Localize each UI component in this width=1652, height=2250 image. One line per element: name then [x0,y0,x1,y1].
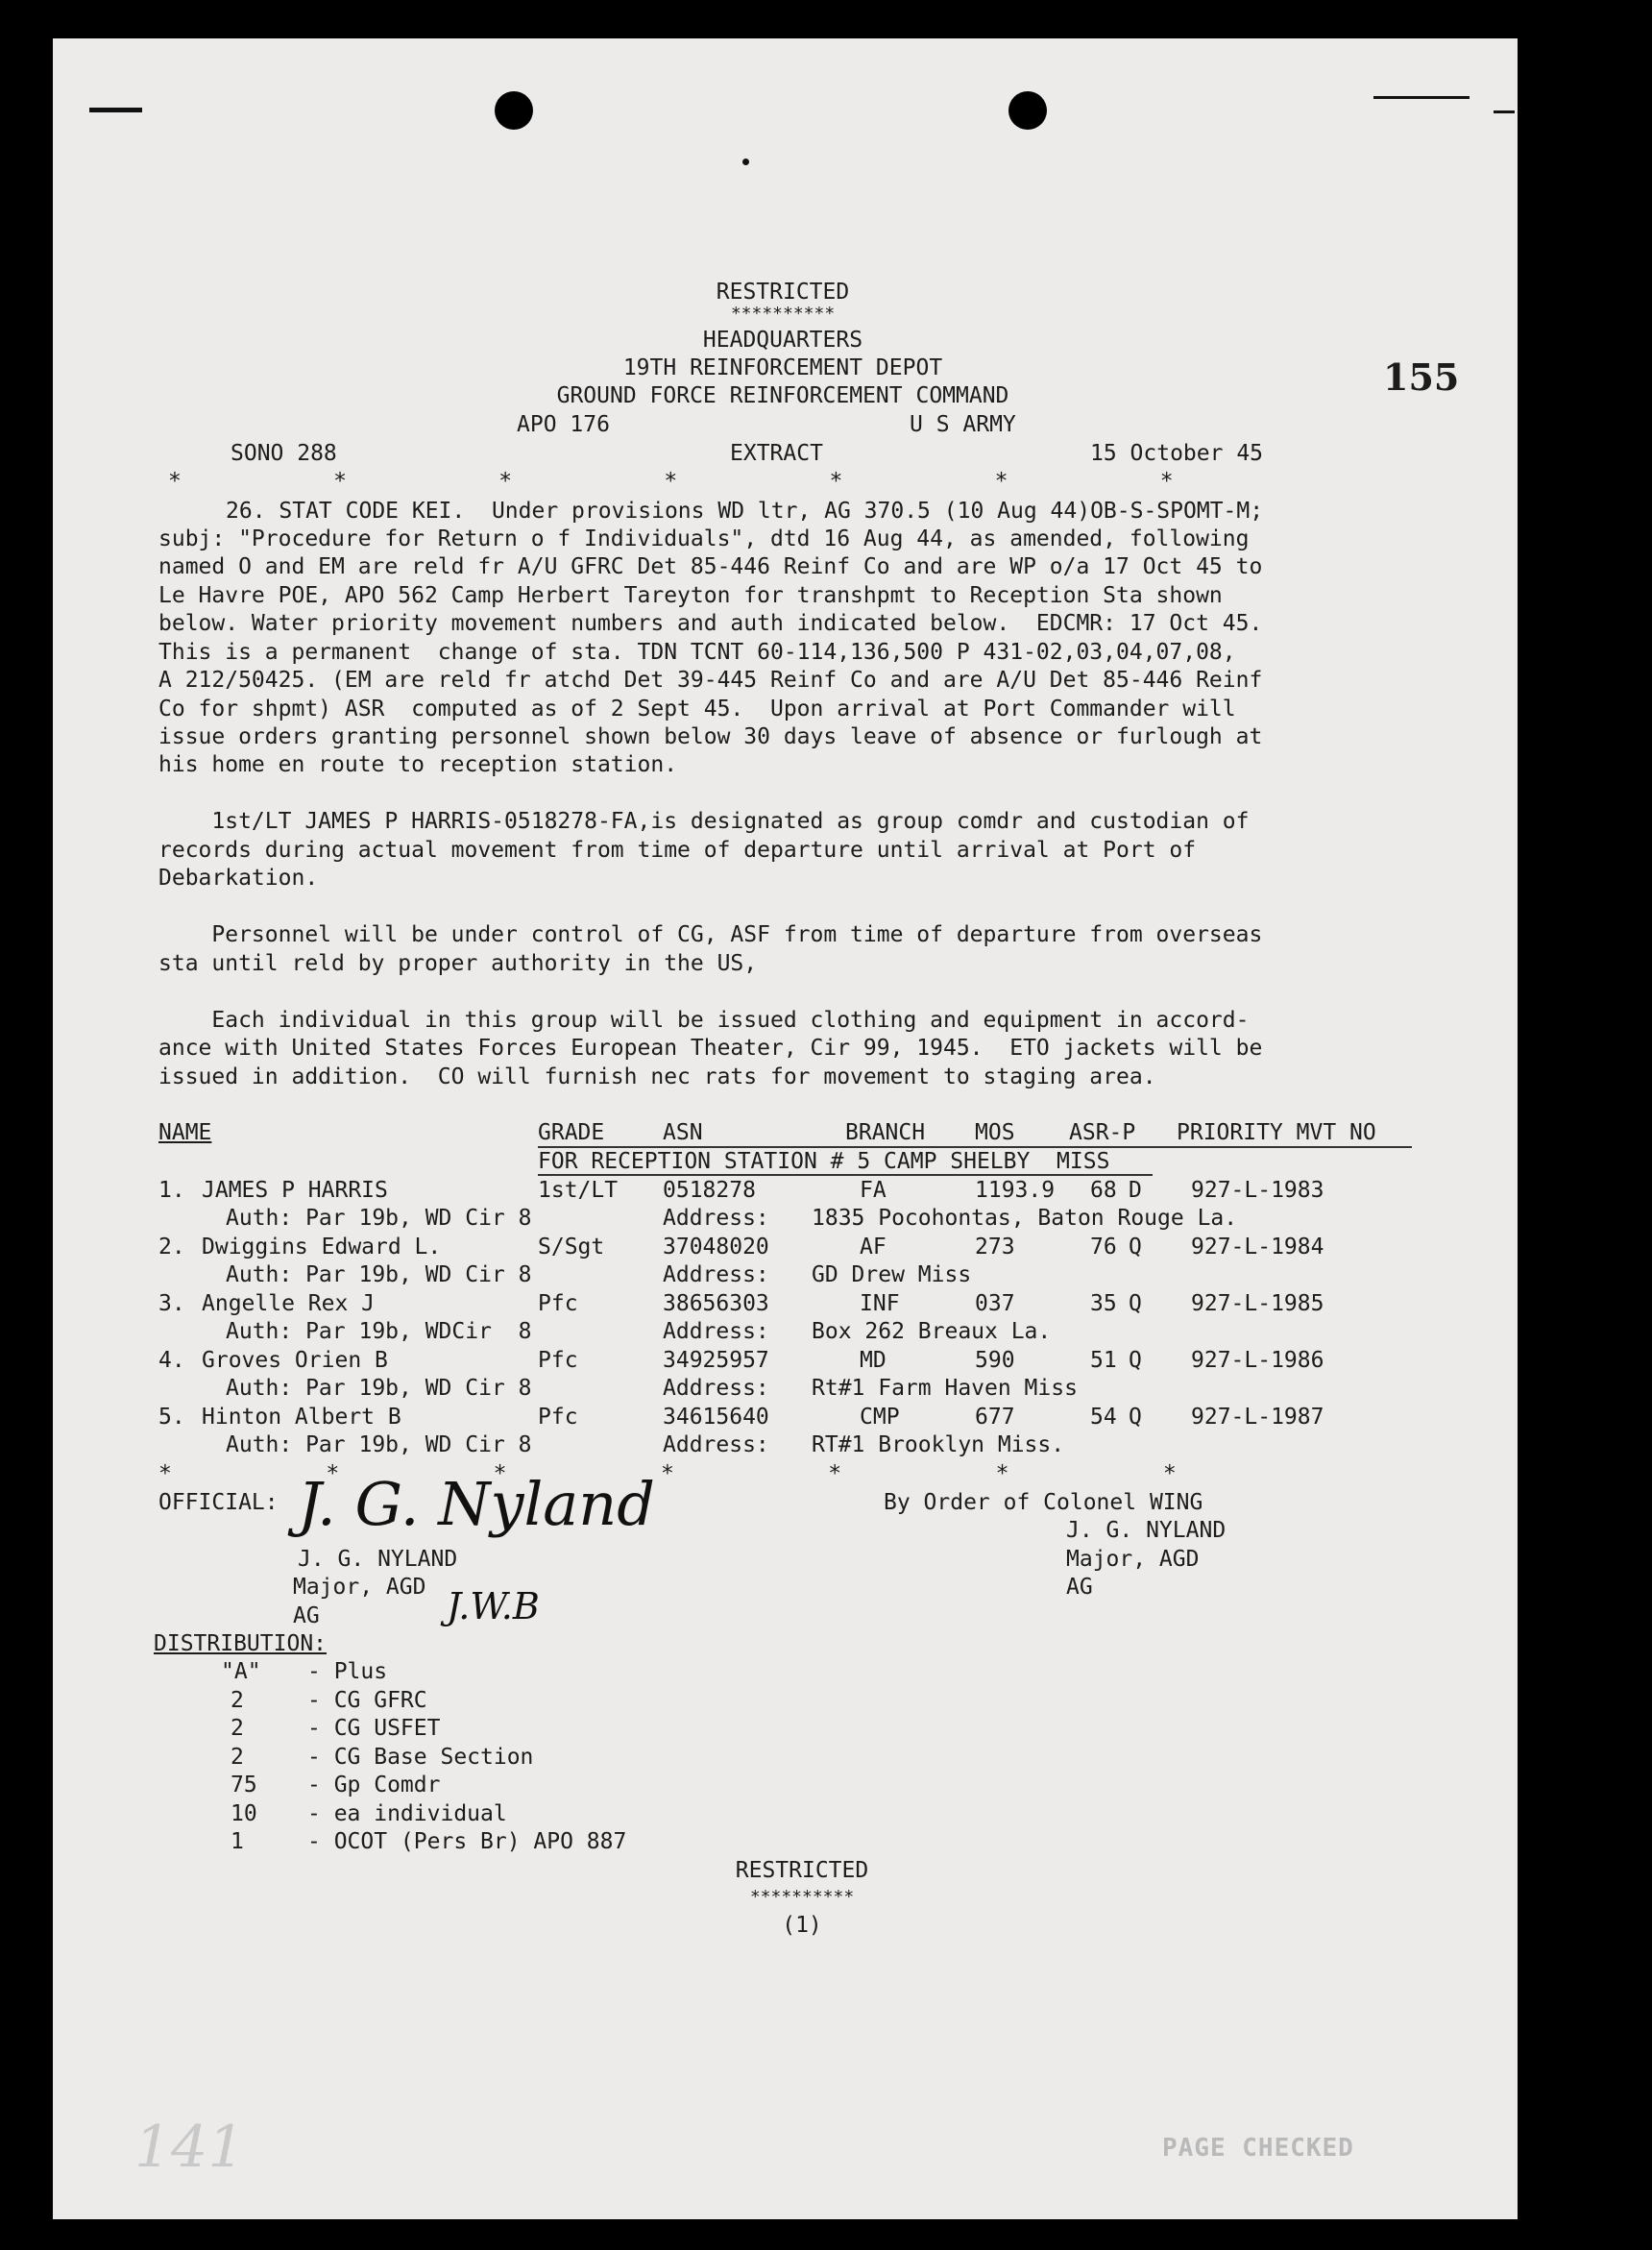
row-number: 4. [158,1348,185,1373]
p1-line: This is a permanent change of sta. TDN TCNT 60-114,136,500 P 431-02,03,04,07,08, [158,640,1236,665]
row-auth: Auth: Par 19b, WD Cir 8 [226,1206,532,1231]
row-address-label: Address: [663,1319,769,1344]
scan-mark-right-edge [1494,110,1515,113]
row-asr: 35 [1090,1291,1117,1316]
row-address: 1835 Pocohontas, Baton Rouge La. [812,1206,1238,1231]
row-address: GD Drew Miss [812,1262,972,1287]
row-mvt-no: 927-L-1984 [1191,1235,1324,1260]
row-asn: 34615640 [663,1405,769,1430]
p1-line: his home en route to reception station. [158,752,678,777]
scan-mark-left [89,108,142,112]
row-auth: Auth: Par 19b, WD Cir 8 [226,1432,532,1457]
p1-line: Co for shpmt) ASR computed as of 2 Sept 45. Upon arrival at Port Commander will [158,697,1236,721]
distribution-item [53,1658,1518,1686]
row-mos: 590 [975,1348,1015,1373]
p4-line: Each individual in this group will be issued clothing and equipment in accord- [158,1008,1250,1033]
row-asr: 51 [1090,1348,1117,1373]
row-asn: 38656303 [663,1291,769,1316]
classification-bottom: RESTRICTED [735,1858,869,1883]
table-row [53,1347,1518,1375]
scan-dot [742,159,749,165]
row-mvt-no: 927-L-1987 [1191,1405,1324,1430]
official-label: OFFICIAL: [158,1490,279,1515]
p3-line: sta until reld by proper authority in the US, [158,951,758,976]
row-asr: 76 [1090,1235,1117,1260]
row-grade: S/Sgt [538,1235,605,1260]
row-number: 5. [158,1405,185,1430]
reception-station-line: FOR RECEPTION STATION # 5 CAMP SHELBY MISS [538,1149,1110,1174]
signer-office: AG [293,1603,320,1628]
row-address-label: Address: [663,1262,769,1287]
separator-asterisks: * * * * * * * [168,469,1176,494]
row-branch: AF [860,1235,887,1260]
col-header-name: NAME [158,1120,212,1145]
table-row-detail [53,1375,1518,1403]
distribution-recipient: - CG GFRC [307,1688,427,1713]
row-branch: INF [860,1291,900,1316]
distribution-qty: "A" [221,1659,261,1684]
header-line-3: GROUND FORCE REINFORCEMENT COMMAND [556,383,1009,408]
row-asn: 34925957 [663,1348,769,1373]
row-number: 2. [158,1235,185,1260]
distribution-recipient: - CG USFET [307,1716,441,1741]
table-row-detail [53,1431,1518,1459]
p3-line: Personnel will be under control of CG, ASF from time of departure from overseas [158,922,1263,947]
row-branch: MD [860,1348,887,1373]
col-header-asrp: ASR-P [1069,1120,1136,1145]
distribution-qty: 2 [231,1716,244,1741]
p4-line: issued in addition. CO will furnish nec rats for movement to staging area. [158,1064,1156,1089]
row-name: Hinton Albert B [202,1405,401,1430]
row-address: Box 262 Breaux La. [812,1319,1052,1344]
asterisks-top: ********** [730,304,836,324]
row-auth: Auth: Par 19b, WD Cir 8 [226,1262,532,1287]
distribution-recipient: - CG Base Section [307,1745,534,1770]
distribution-recipient: - ea individual [307,1801,507,1826]
table-row [53,1404,1518,1431]
distribution-qty: 2 [231,1688,244,1713]
row-mos: 037 [975,1291,1015,1316]
p1-line: Le Havre POE, APO 562 Camp Herbert Tareyton for transhpmt to Reception Sta shown [158,583,1223,608]
asterisks-bottom: ********** [749,1887,855,1907]
row-address-label: Address: [663,1206,769,1231]
header-line-1: HEADQUARTERS [702,328,863,353]
header-line-2: 19TH REINFORCEMENT DEPOT [622,355,943,380]
header-army: U S ARMY [910,412,1016,437]
row-address-label: Address: [663,1376,769,1401]
distribution-recipient: - Gp Comdr [307,1773,441,1798]
handwritten-signature: J. G. Nyland [298,1469,655,1539]
table-row [53,1234,1518,1261]
p2-line: Debarkation. [158,866,319,891]
row-name: JAMES P HARRIS [202,1178,388,1203]
right-signer-office: AG [1066,1575,1093,1600]
page-number-stamp: 155 [1383,355,1460,399]
table-row-detail [53,1261,1518,1289]
row-asr: 68 [1090,1178,1117,1203]
distribution-qty: 10 [231,1801,257,1826]
col-header-branch: BRANCH [845,1120,926,1145]
distribution-recipient: - OCOT (Pers Br) APO 887 [307,1829,627,1854]
p1-line: subj: "Procedure for Return o f Individuals", dtd 16 Aug 44, as amended, following [158,526,1250,551]
row-address: RT#1 Brooklyn Miss. [812,1432,1065,1457]
punch-hole-right [1008,91,1047,130]
row-branch: FA [860,1178,887,1203]
col-header-mos: MOS [975,1120,1015,1145]
extract-label: EXTRACT [730,441,823,466]
destination-rule [538,1174,1153,1176]
row-mvt-no: 927-L-1985 [1191,1291,1324,1316]
p4-line: ance with United States Forces European Theater, Cir 99, 1945. ETO jackets will be [158,1036,1263,1061]
row-address: Rt#1 Farm Haven Miss [812,1376,1078,1401]
distribution-item [53,1800,1518,1828]
table-row [53,1290,1518,1318]
col-header-priority: PRIORITY MVT NO [1177,1120,1376,1145]
margin-handwriting: 141 [134,2114,245,2181]
handwritten-initials: J.W.B [447,1585,540,1627]
row-priority: Q [1129,1348,1142,1373]
row-number: 3. [158,1291,185,1316]
row-priority: Q [1129,1291,1142,1316]
order-date: 15 October 45 [1090,441,1264,466]
p2-line: 1st/LT JAMES P HARRIS-0518278-FA,is designated as group comdr and custodian of [158,809,1250,834]
row-mos: 273 [975,1235,1015,1260]
row-grade: Pfc [538,1405,578,1430]
signer-rank: Major, AGD [293,1575,426,1600]
row-name: Dwiggins Edward L. [202,1235,442,1260]
row-asr: 54 [1090,1405,1117,1430]
row-mos: 677 [975,1405,1015,1430]
row-asn: 37048020 [663,1235,769,1260]
row-mos: 1193.9 [975,1178,1056,1203]
row-priority: D [1129,1178,1142,1203]
p1-line: A 212/50425. (EM are reld fr atchd Det 39-445 Reinf Co and are A/U Det 85-446 Reinf [158,668,1263,693]
row-grade: 1st/LT [538,1178,619,1203]
row-address-label: Address: [663,1432,769,1457]
p2-line: records during actual movement from time of departure until arrival at Port of [158,838,1197,863]
row-grade: Pfc [538,1291,578,1316]
separator-asterisks: * * * * * * * [158,1461,1178,1486]
col-header-asn: ASN [663,1120,703,1145]
distribution-qty: 75 [231,1773,257,1798]
classification-top: RESTRICTED [716,280,850,305]
row-mvt-no: 927-L-1986 [1191,1348,1324,1373]
p1-line: below. Water priority movement numbers and auth indicated below. EDCMR: 17 Oct 45. [158,611,1263,636]
page-number: (1) [782,1913,822,1938]
distribution-qty: 1 [231,1829,244,1854]
right-signer-rank: Major, AGD [1066,1547,1200,1572]
row-mvt-no: 927-L-1983 [1191,1178,1324,1203]
row-auth: Auth: Par 19b, WD Cir 8 [226,1376,532,1401]
row-branch: CMP [860,1405,900,1430]
distribution-item [53,1715,1518,1743]
table-row-detail [53,1318,1518,1346]
header-apo: APO 176 [517,412,610,437]
row-asn: 0518278 [663,1178,756,1203]
col-header-grade: GRADE [538,1120,605,1145]
row-name: Angelle Rex J [202,1291,376,1316]
distribution-label: DISTRIBUTION: [154,1631,328,1656]
row-auth: Auth: Par 19b, WDCir 8 [226,1319,532,1344]
row-grade: Pfc [538,1348,578,1373]
distribution-item [53,1744,1518,1772]
scan-mark-right [1373,96,1470,99]
page-checked-stamp: PAGE CHECKED [1162,2134,1354,2163]
distribution-recipient: - Plus [307,1659,388,1684]
document-page [53,38,1518,2219]
punch-hole-left [495,91,533,130]
row-number: 1. [158,1178,185,1203]
signer-name: J. G. NYLAND [298,1547,458,1572]
p1-line: 26. STAT CODE KEI. Under provisions WD ltr, AG 370.5 (10 Aug 44)OB-S-SPOMT-M; [226,499,1264,524]
row-priority: Q [1129,1405,1142,1430]
table-row-detail [53,1205,1518,1233]
distribution-item [53,1828,1518,1856]
distribution-item [53,1687,1518,1715]
sono-number: SONO 288 [231,441,337,466]
row-name: Groves Orien B [202,1348,388,1373]
distribution-item [53,1772,1518,1799]
distribution-qty: 2 [231,1745,244,1770]
p1-line: named O and EM are reld fr A/U GFRC Det 85-446 Reinf Co and are WP o/a 17 Oct 45 to [158,554,1263,579]
table-row [53,1177,1518,1205]
row-priority: Q [1129,1235,1142,1260]
right-signer-name: J. G. NYLAND [1066,1518,1227,1543]
p1-line: issue orders granting personnel shown below 30 days leave of absence or furlough at [158,724,1263,749]
by-order-line: By Order of Colonel WING [884,1490,1203,1515]
